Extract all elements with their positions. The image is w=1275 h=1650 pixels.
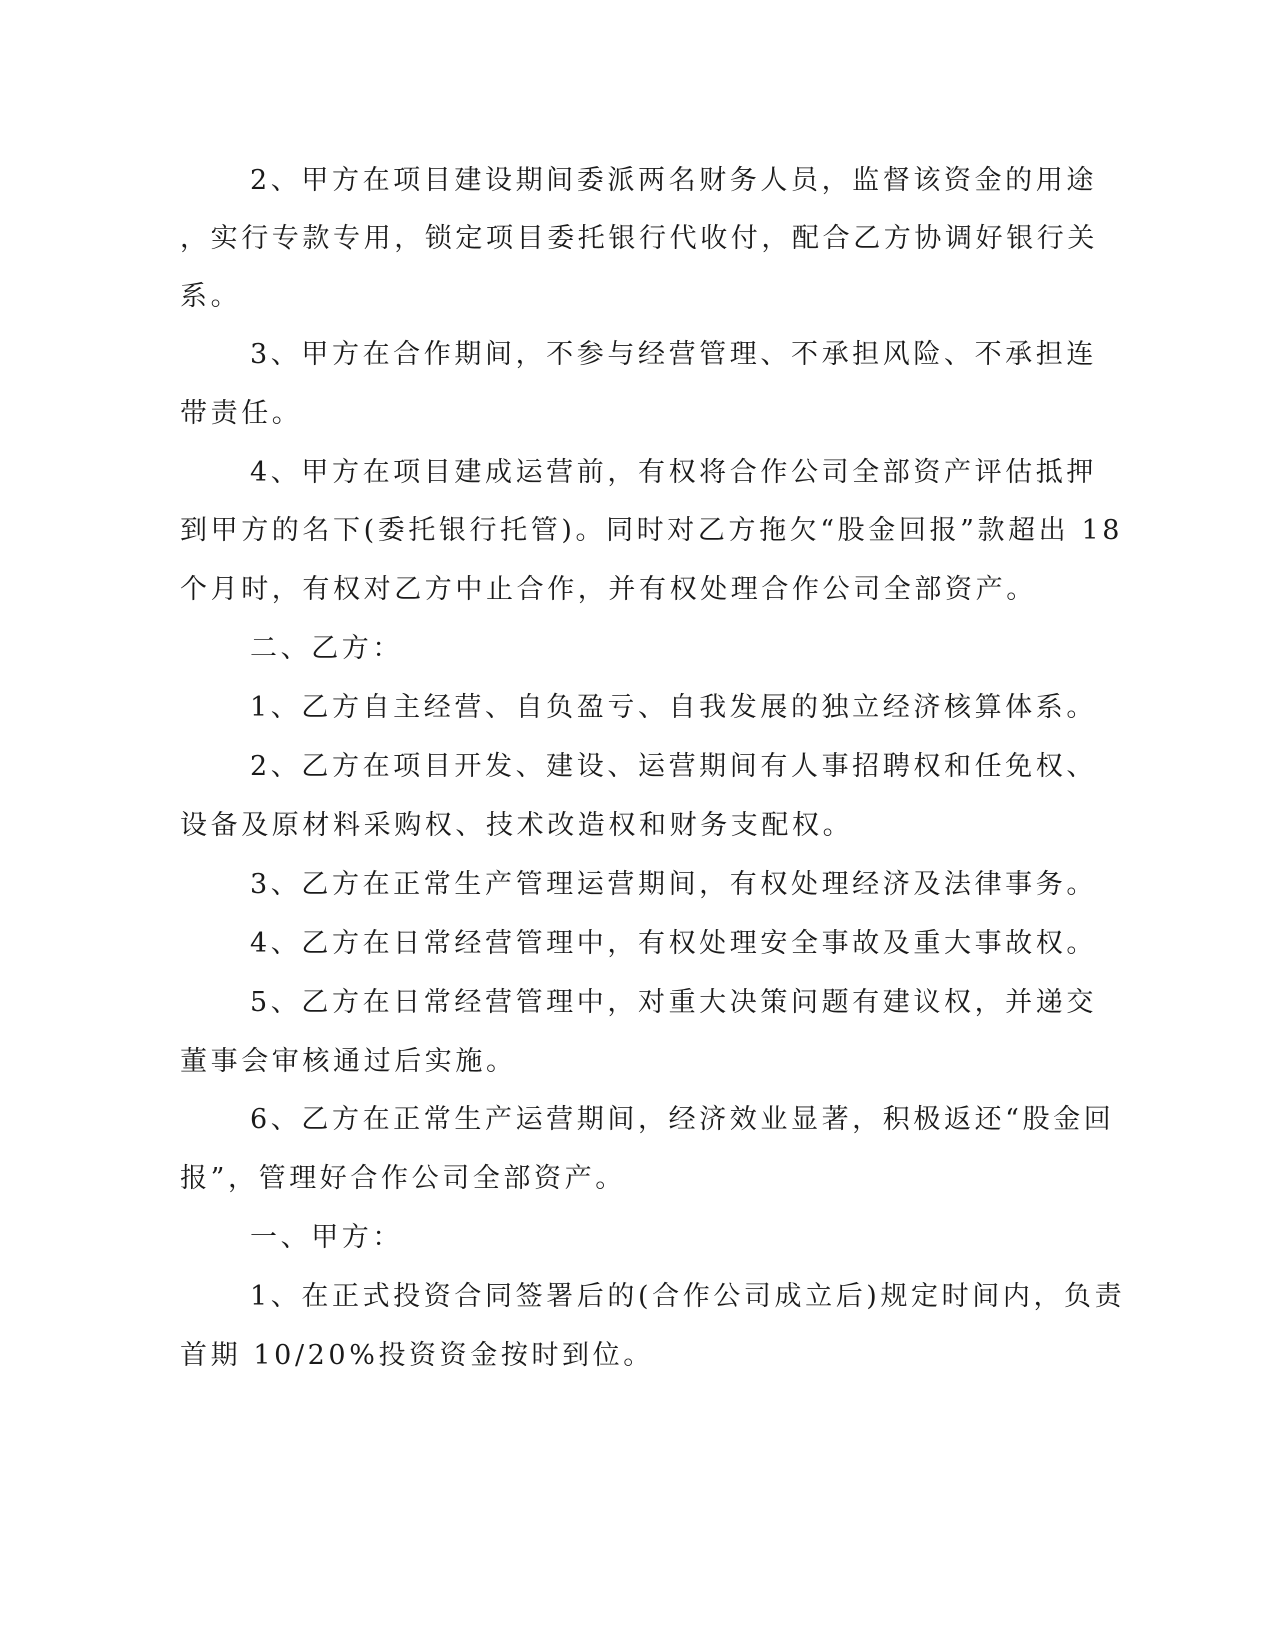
paragraph-line: 到甲方的名下(委托银行托管)。同时对乙方拖欠“股金回报”款超出 18 [180,515,1124,546]
paragraph-line: 系。 [180,281,242,312]
paragraph-line: 4、甲方在项目建成运营前，有权将合作公司全部资产评估抵押 [250,457,1097,488]
paragraph-line: 设备及原材料采购权、技术改造权和财务支配权。 [180,810,854,841]
paragraph-line: 2、甲方在项目建设期间委派两名财务人员，监督该资金的用途 [250,165,1097,196]
paragraph-line: 报”，管理好合作公司全部资产。 [180,1163,626,1194]
paragraph-line: 董事会审核通过后实施。 [180,1046,517,1077]
paragraph-line: 2、乙方在项目开发、建设、运营期间有人事招聘权和任免权、 [250,751,1097,782]
section-heading: 二、乙方： [250,633,403,664]
paragraph-line: 5、乙方在日常经营管理中，对重大决策问题有建议权，并递交 [250,987,1097,1018]
paragraph-line: 4、乙方在日常经营管理中，有权处理安全事故及重大事故权。 [250,928,1097,959]
section-heading: 一、甲方： [250,1222,403,1253]
paragraph-line: 1、在正式投资合同签署后的(合作公司成立后)规定时间内，负责 [250,1281,1126,1312]
paragraph-line: 带责任。 [180,398,303,429]
paragraph-line: 3、甲方在合作期间，不参与经营管理、不承担风险、不承担连 [250,339,1097,370]
paragraph-line: 6、乙方在正常生产运营期间，经济效业显著，积极返还“股金回 [250,1104,1115,1135]
paragraph-line: ，实行专款专用，锁定项目委托银行代收付，配合乙方协调好银行关 [180,223,1098,254]
paragraph-line: 3、乙方在正常生产管理运营期间，有权处理经济及法律事务。 [250,869,1097,900]
paragraph-line: 1、乙方自主经营、自负盈亏、自我发展的独立经济核算体系。 [250,692,1097,723]
paragraph-line: 首期 10/20%投资资金按时到位。 [180,1340,654,1371]
paragraph-line: 个月时，有权对乙方中止合作，并有权处理合作公司全部资产。 [180,574,1037,605]
